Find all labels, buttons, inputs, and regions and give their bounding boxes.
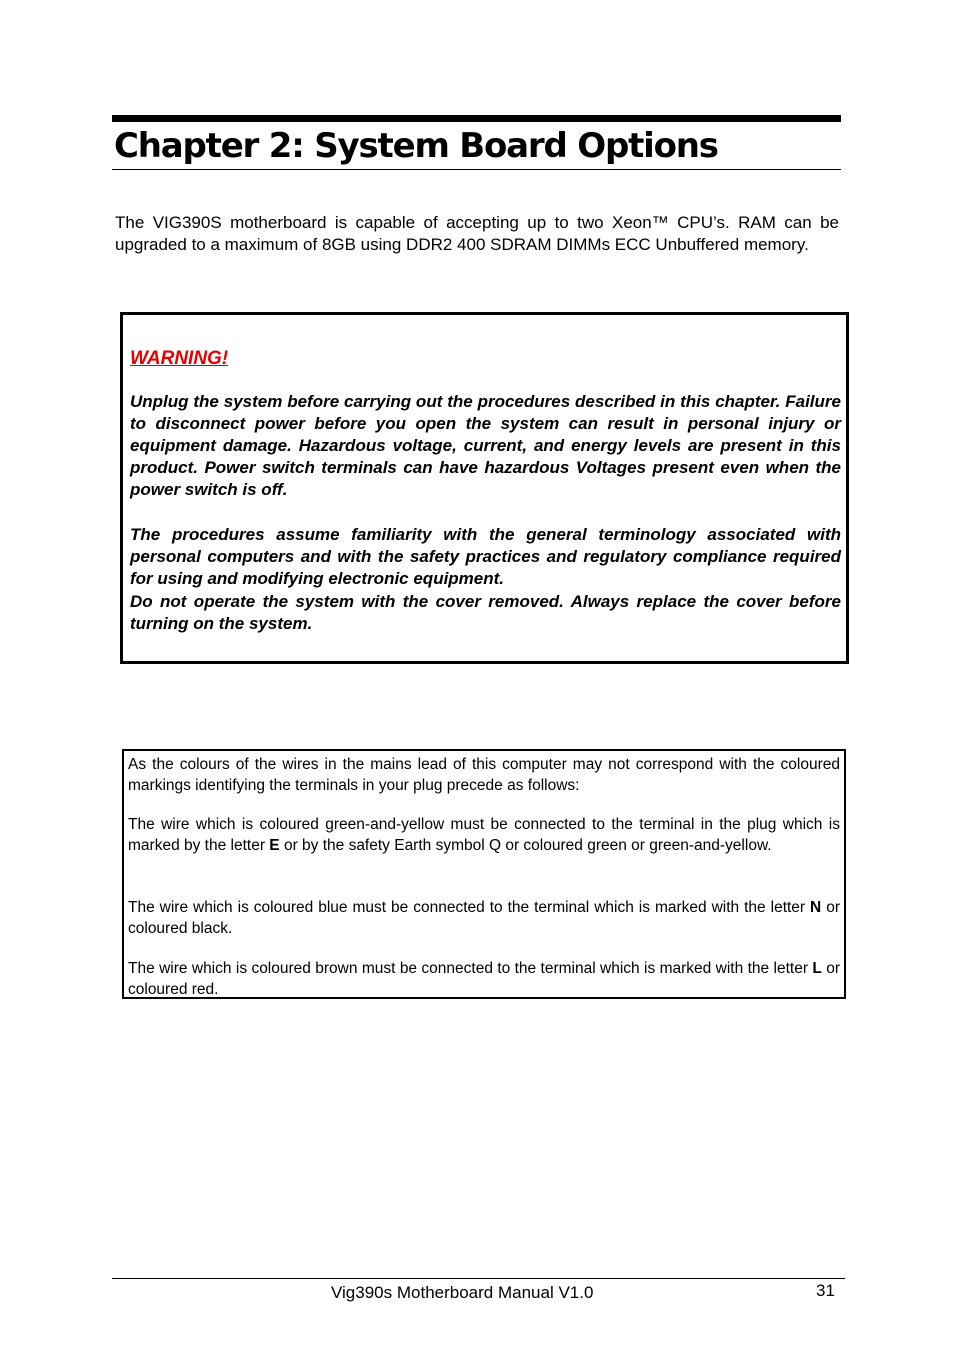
live-wire-text-after: or coloured red. <box>128 960 840 998</box>
earth-wire-text-before: The wire which is coloured green-and-yellow must be connected to the terminal in the plug which is marked by the letter <box>128 816 840 854</box>
mains-notice-intro: As the colours of the wires in the mains lead of this computer may not correspond with the coloured markings identifying the terminals in your plug precede as follows: <box>128 756 840 794</box>
footer-rule <box>112 1278 845 1279</box>
mains-notice-earth-wire <box>128 814 840 856</box>
warning-box <box>120 312 849 664</box>
mains-notice-live-wire <box>128 958 840 1000</box>
neutral-wire-text-after: or coloured black. <box>128 899 840 937</box>
earth-wire-text-after: or by the safety Earth symbol Q or coloured green or green-and-yellow. <box>279 837 772 854</box>
live-wire-text-before: The wire which is coloured brown must be connected to the terminal which is marked with the letter <box>128 960 813 977</box>
chapter-title: Chapter 2: System Board Options <box>114 126 718 166</box>
mains-notice-neutral-wire <box>128 897 840 939</box>
live-terminal-letter: L <box>812 960 822 977</box>
mains-lead-notice-box <box>122 749 846 999</box>
chapter-top-rule <box>112 115 841 122</box>
intro-paragraph: The VIG390S motherboard is capable of accepting up to two Xeon™ CPU’s. RAM can be upgraded to a maximum of 8GB using DDR2 400 SDRAM DIMMs ECC Unbuffered memory. <box>115 213 839 254</box>
warning-paragraph-unplug: Unplug the system before carrying out the procedures described in this chapter. Failure to disconnect power before you open the system can result in personal injury or equipment damage. Hazardous voltage, current, and energy levels are present in this product. Power switch terminals can have hazardous Voltages present even when the power switch is off. <box>130 392 841 499</box>
warning-paragraph-cover: Do not operate the system with the cover removed. Always replace the cover before turning on the system. <box>130 592 841 633</box>
chapter-title-underline <box>112 169 841 170</box>
warning-paragraph-familiarity: The procedures assume familiarity with the general terminology associated with personal computers and with the safety practices and regulatory compliance required for using and modifying electronic equipment. <box>130 525 841 588</box>
warning-heading: WARNING! <box>130 348 229 369</box>
page-number: 31 <box>816 1281 835 1300</box>
footer-manual-title: Vig390s Motherboard Manual V1.0 <box>331 1283 594 1302</box>
neutral-terminal-letter: N <box>810 899 822 916</box>
earth-terminal-letter: E <box>269 837 280 854</box>
neutral-wire-text-before: The wire which is coloured blue must be connected to the terminal which is marked with the letter <box>128 899 811 916</box>
